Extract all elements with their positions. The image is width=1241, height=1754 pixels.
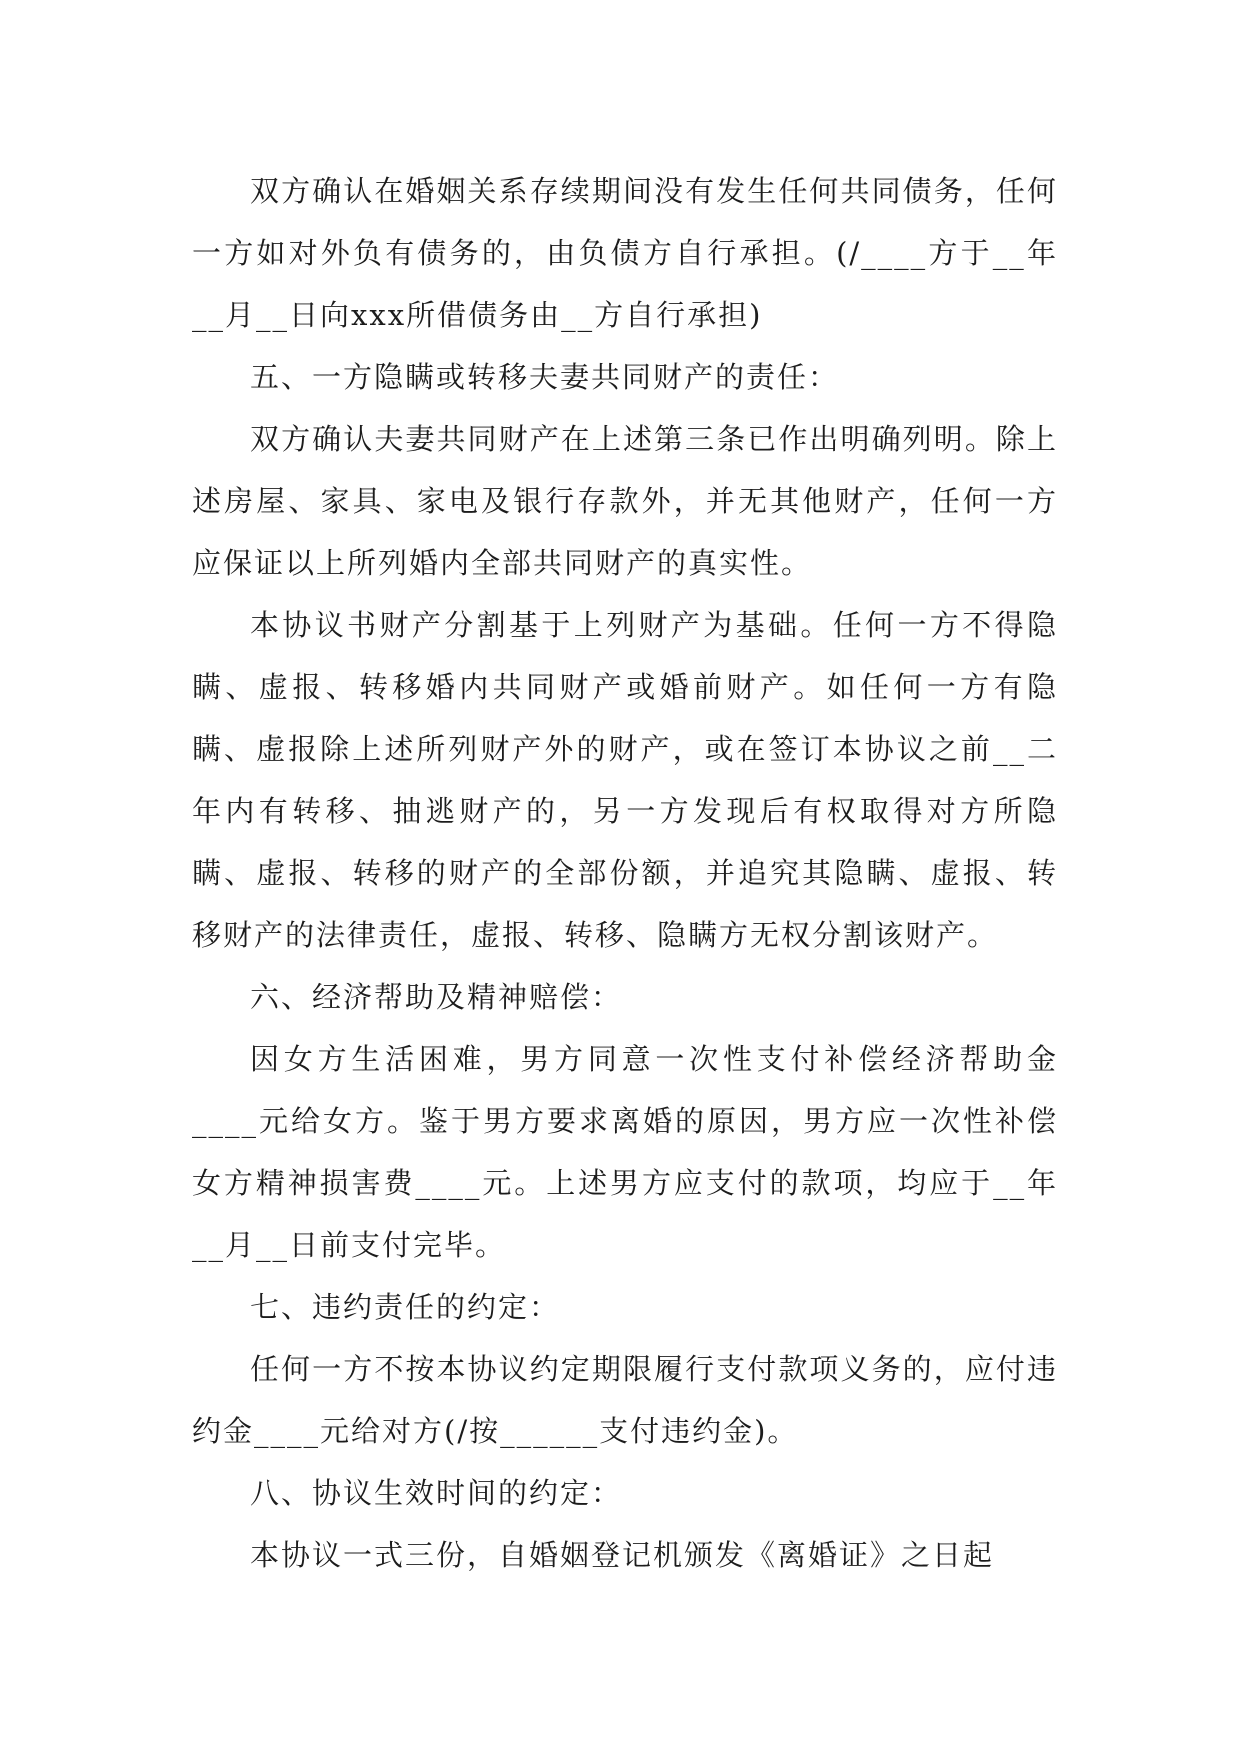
section-heading-effective-date: 八、协议生效时间的约定： <box>250 1476 623 1510</box>
section-heading-breach-liability: 七、违约责任的约定： <box>250 1290 561 1324</box>
section-heading-hidden-property: 五、一方隐瞒或转移夫妻共同财产的责任： <box>250 360 840 394</box>
paragraph-copies: 本协议一式三份，自婚姻登记机颁发《离婚证》之日起 <box>250 1538 995 1572</box>
paragraph-debt-confirmation: 双方确认在婚姻关系存续期间没有发生任何共同债务，任何一方如对外负有债务的，由负债方自行承担。(/____方于__年__月__日向xxx所借债务由__方自行承担) <box>192 174 1058 332</box>
paragraph-compensation: 因女方生活困难，男方同意一次性支付补偿经济帮助金____元给女方。鉴于男方要求离婚的原因，男方应一次性补偿女方精神损害费____元。上述男方应支付的款项，均应于__年__月__日前支付完毕。 <box>192 1042 1058 1262</box>
document-body <box>192 160 1058 1586</box>
paragraph-property-division: 本协议书财产分割基于上列财产为基础。任何一方不得隐瞒、虚报、转移婚内共同财产或婚前财产。如任何一方有隐瞒、虚报除上述所列财产外的财产，或在签订本协议之前__二年内有转移、抽逃财产的，另一方发现后有权取得对方所隐瞒、虚报、转移的财产的全部份额，并追究其隐瞒、虚报、转移财产的法律责任，虚报、转移、隐瞒方无权分割该财产。 <box>192 608 1058 952</box>
paragraph-penalty: 任何一方不按本协议约定期限履行支付款项义务的，应付违约金____元给对方(/按______支付违约金)。 <box>192 1352 1058 1448</box>
section-heading-economic-help: 六、经济帮助及精神赔偿： <box>250 980 623 1014</box>
paragraph-property-listed: 双方确认夫妻共同财产在上述第三条已作出明确列明。除上述房屋、家具、家电及银行存款外，并无其他财产，任何一方应保证以上所列婚内全部共同财产的真实性。 <box>192 422 1058 580</box>
